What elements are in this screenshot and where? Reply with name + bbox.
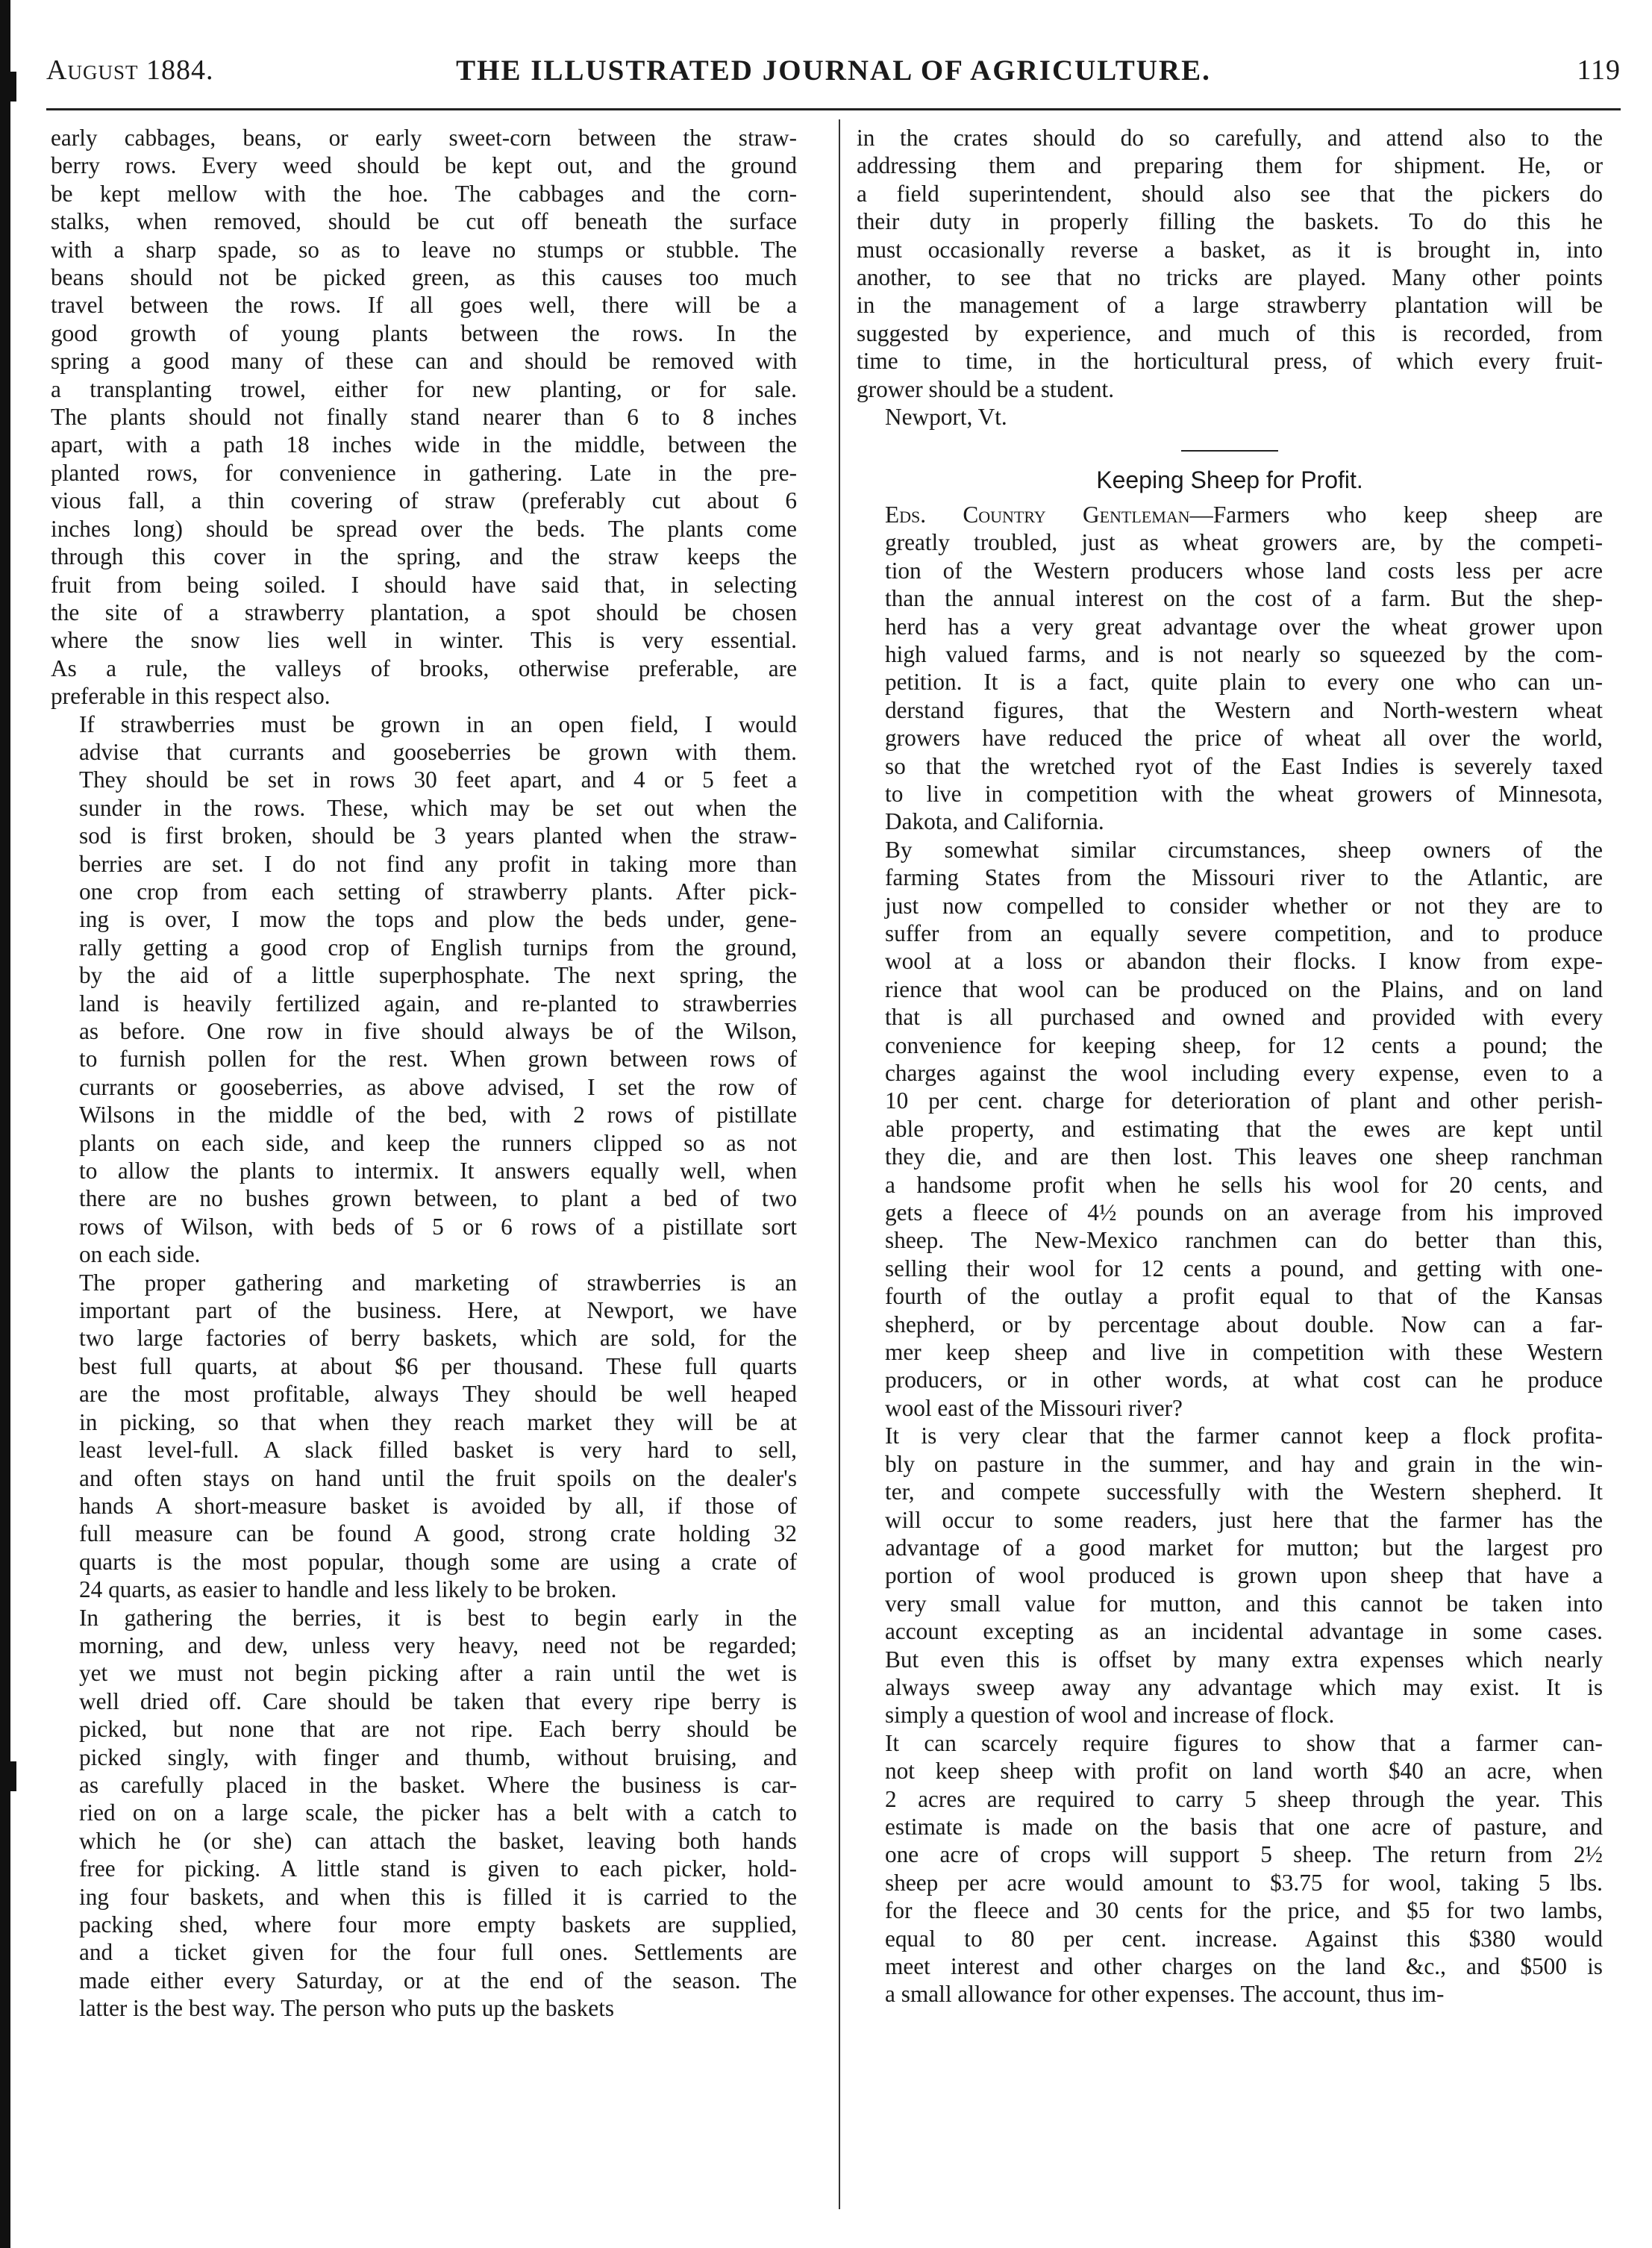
text-line: early cabbages, beans, or early sweet-corn between the straw-: [51, 125, 797, 151]
text-line: picked singly, with finger and thumb, without bruising, and: [79, 1743, 797, 1770]
text-line: herd has a very great advantage over the wheat grower upon: [885, 613, 1603, 640]
text-line: vious fall, a thin covering of straw (preferably cut about 6: [51, 487, 797, 514]
text-line: apart, with a path 18 inches wide in the middle, between the: [51, 431, 797, 458]
text-line: simply a question of wool and increase of flock.: [885, 1702, 1335, 1729]
text-line: made either every Saturday, or at the end of the season. The: [79, 1967, 797, 1993]
text-line: fourth of the outlay a profit equal to that of the Kansas: [885, 1283, 1603, 1310]
paragraph: [857, 124, 1603, 403]
text-line: preferable in this respect also.: [51, 683, 331, 710]
text-line: fruit from being soiled. I should have said that, in selecting: [51, 571, 797, 598]
text-line: mer keep sheep and live in competition with these Western: [885, 1339, 1603, 1366]
left-column: [51, 124, 797, 2023]
text-line: for the fleece and 30 cents for the price, and $5 for two lambs,: [885, 1897, 1603, 1924]
text-line: through this cover in the spring, and the straw keeps the: [51, 543, 797, 570]
text-line: producers, or in other words, at what cost can he produce: [885, 1367, 1603, 1393]
text-line: ing is over, I mow the tops and plow the beds under, gene-: [79, 906, 797, 933]
text-line: one crop from each setting of strawberry plants. After pick-: [79, 878, 797, 905]
text-line: on each side.: [79, 1241, 201, 1268]
text-line: are the most profitable, always They should be well heaped: [79, 1381, 797, 1408]
text-line: By somewhat similar circumstances, sheep owners of the: [885, 836, 1603, 863]
salutation: Eds. Country Gentleman: [885, 501, 1190, 528]
text-line: derstand figures, that the Western and North-western wheat: [885, 696, 1603, 723]
paragraph: [857, 1729, 1603, 2008]
text-line: high valued farms, and is not nearly so squeezed by the com-: [885, 640, 1603, 667]
paragraph: [857, 836, 1603, 1423]
text-line: there are no bushes grown between, to plant a bed of two: [79, 1185, 797, 1212]
text-line: that is all purchased and owned and provided with every: [885, 1004, 1603, 1031]
text-line: sheep per acre would amount to $3.75 for wool, taking 5 lbs.: [885, 1869, 1603, 1896]
text-line: portion of wool produced is grown upon sheep that have a: [885, 1562, 1603, 1589]
text-line: beans should not be picked green, as this causes too much: [51, 264, 797, 291]
text-line: sheep. The New-Mexico ranchmen can do better than this,: [885, 1227, 1603, 1254]
text-line: advantage of a good market for mutton; but the largest pro: [885, 1534, 1603, 1561]
binding-mark: [10, 1761, 16, 1791]
text-line: In gathering the berries, it is best to begin early in the: [79, 1604, 797, 1631]
text-line: 10 per cent. charge for deterioration of plant and other perish-: [885, 1087, 1603, 1114]
text-line: meet interest and other charges on the land &c., and $500 is: [885, 1953, 1603, 1979]
text-line: so that the wretched ryot of the East Indies is severely taxed: [885, 752, 1603, 779]
page-number: 119: [1577, 54, 1621, 86]
text-line: The plants should not finally stand nearer than 6 to 8 inches: [51, 404, 797, 431]
text-line: ing four baskets, and when this is filled it is carried to the: [79, 1883, 797, 1910]
text-line: yet we must not begin picking after a rain until the wet is: [79, 1660, 797, 1687]
text-line: convenience for keeping sheep, for 12 cents a pound; the: [885, 1031, 1603, 1058]
text-line: wool at a loss or abandon their flocks. I know from expe-: [885, 948, 1603, 975]
text-line: the site of a strawberry plantation, a spot should be chosen: [51, 599, 797, 625]
text-line: morning, and dew, unless very heavy, need not be regarded;: [79, 1632, 797, 1658]
text-line: able property, and estimating that the ewes are kept until: [885, 1115, 1603, 1142]
text-line: wool east of the Missouri river?: [885, 1394, 1183, 1421]
text-line: by the aid of a little superphosphate. The next spring, the: [79, 962, 797, 989]
text-line: where the snow lies well in winter. This is very essential.: [51, 627, 797, 654]
text-line: berry rows. Every weed should be kept out, and the ground: [51, 152, 797, 179]
text-line: to furnish pollen for the rest. When grown between rows of: [79, 1046, 797, 1073]
text-line: addressing them and preparing them for shipment. He, or: [857, 152, 1603, 179]
text-line: growers have reduced the price of wheat all over the world,: [885, 725, 1603, 752]
text-line: a small allowance for other expenses. The account, thus im-: [885, 1981, 1445, 2008]
text-line: important part of the business. Here, at Newport, we have: [79, 1297, 797, 1324]
paragraph-rest: [857, 528, 1603, 835]
text-line: just now compelled to consider whether or not they are to: [885, 892, 1603, 919]
text-line: Dakota, and California.: [885, 808, 1104, 835]
text-line: land is heavily fertilized again, and re-planted to strawberries: [79, 990, 797, 1017]
text-line: rally getting a good crop of English turnips from the ground,: [79, 934, 797, 961]
text-line: will occur to some readers, just here that the farmer has the: [885, 1506, 1603, 1533]
text-line: sod is first broken, should be 3 years planted when the straw-: [79, 822, 797, 849]
text-line: time to time, in the horticultural press, of which every fruit-: [857, 348, 1603, 375]
text-line: They should be set in rows 30 feet apart, and 4 or 5 feet a: [79, 766, 797, 793]
article-title: Keeping Sheep for Profit.: [1096, 466, 1363, 494]
text-line: a handsome profit when he sells his wool for 20 cents, and: [885, 1171, 1603, 1198]
text-line: The proper gathering and marketing of strawberries is an: [79, 1269, 797, 1296]
text-line: in the crates should do so carefully, and attend also to the: [857, 125, 1603, 151]
text-line: which he (or she) can attach the basket, leaving both hands: [79, 1827, 797, 1854]
text-line: plants on each side, and keep the runners clipped so as not: [79, 1129, 797, 1156]
text-line: not keep sheep with profit on land worth $40 an acre, when: [885, 1758, 1603, 1785]
text-line: farming States from the Missouri river to the Atlantic, are: [885, 864, 1603, 891]
page-binding-edge: [0, 0, 10, 2248]
text-line: they die, and are then lost. This leaves one sheep ranchman: [885, 1143, 1603, 1170]
text-line: selling their wool for 12 cents a pound, and getting with one-: [885, 1255, 1603, 1281]
text-line: estimate is made on the basis that one acre of pasture, and: [885, 1813, 1603, 1840]
paragraph: [857, 501, 1603, 836]
paragraph: [51, 124, 797, 711]
binding-mark: [10, 72, 16, 102]
text-line: in the management of a large strawberry plantation will be: [857, 292, 1603, 319]
text-line: account excepting as an incidental advantage in some cases.: [885, 1618, 1603, 1645]
text-line: always sweep away any advantage which may exist. It is: [885, 1673, 1603, 1700]
text-line: a transplanting trowel, either for new planting, or for sale.: [51, 375, 797, 402]
text-line: their duty in properly filling the baskets. To do this he: [857, 208, 1603, 235]
text-line: rience that wool can be produced on the Plains, and on land: [885, 975, 1603, 1002]
text-line: bly on pasture in the summer, and hay and grain in the win-: [885, 1450, 1603, 1477]
text-line: picked, but none that are not ripe. Each berry should be: [79, 1716, 797, 1743]
text-line-rest: —Farmers who keep sheep are: [1189, 501, 1603, 528]
text-line: to allow the plants to intermix. It answers equally well, when: [79, 1158, 797, 1184]
text-line: latter is the best way. The person who puts up the baskets: [79, 1995, 615, 2022]
paragraph: [857, 1422, 1603, 1729]
text-line: petition. It is a fact, quite plain to every one who can un-: [885, 669, 1603, 696]
text-line: spring a good many of these can and should be removed with: [51, 348, 797, 375]
text-line: ter, and compete successfully with the Western shepherd. It: [885, 1479, 1603, 1505]
text-line: as carefully placed in the basket. Where the business is car-: [79, 1771, 797, 1798]
paragraph: [51, 1269, 797, 1604]
text-line: free for picking. A little stand is given to each picker, hold-: [79, 1855, 797, 1882]
text-line: a field superintendent, should also see that the pickers do: [857, 180, 1603, 207]
text-line: equal to 80 per cent. increase. Against this $380 would: [885, 1925, 1603, 1952]
text-line: quarts is the most popular, though some are using a crate of: [79, 1548, 797, 1575]
text-line: charges against the wool including every expense, even to a: [885, 1060, 1603, 1086]
text-line: than the annual interest on the cost of a farm. But the shep-: [885, 585, 1603, 612]
text-line: Wilsons in the middle of the bed, with 2 rows of pistillate: [79, 1102, 797, 1128]
text-line: suffer from an equally severe competition, and to produce: [885, 920, 1603, 946]
text-line: one acre of crops will support 5 sheep. The return from 2½: [885, 1841, 1603, 1868]
paragraph: [51, 1604, 797, 2023]
running-header: [46, 48, 1621, 93]
text-line: full measure can be found A good, strong crate holding 32: [79, 1520, 797, 1547]
text-line: packing shed, where four more empty baskets are supplied,: [79, 1911, 797, 1938]
text-line: As a rule, the valleys of brooks, otherwise preferable, are: [51, 655, 797, 681]
text-line: If strawberries must be grown in an open field, I would: [79, 711, 797, 737]
text-line: It can scarcely require figures to show that a farmer can-: [885, 1729, 1603, 1756]
text-line: in picking, so that when they reach market they will be at: [79, 1408, 797, 1435]
text-line: be kept mellow with the hoe. The cabbages and the corn-: [51, 180, 797, 207]
text-line: suggested by experience, and much of this is recorded, from: [857, 319, 1603, 346]
text-line: greatly troubled, just as wheat growers are, by the competi-: [885, 529, 1603, 556]
text-line: ried on on a large scale, the picker has a belt with a catch to: [79, 1799, 797, 1826]
text-line: rows of Wilson, with beds of 5 or 6 rows of a pistillate sort: [79, 1213, 797, 1240]
text-line: It is very clear that the farmer cannot keep a flock profita-: [885, 1423, 1603, 1449]
header-date: August 1884.: [46, 54, 214, 86]
paragraph: [51, 711, 797, 1269]
text-line: to live in competition with the wheat growers of Minnesota,: [885, 780, 1603, 807]
text-line: stalks, when removed, should be cut off beneath the surface: [51, 208, 797, 235]
text-line: very small value for mutton, and this cannot be taken into: [885, 1590, 1603, 1617]
text-line: best full quarts, at about $6 per thousand. These full quarts: [79, 1352, 797, 1379]
text-line: sunder in the rows. These, which may be set out when the: [79, 794, 797, 821]
column-divider: [839, 119, 840, 2209]
header-journal-title: THE ILLUSTRATED JOURNAL OF AGRICULTURE.: [456, 54, 1211, 87]
signoff: Newport, Vt.: [885, 404, 1007, 431]
text-line: gets a fleece of 4½ pounds on an average from his improved: [885, 1199, 1603, 1226]
text-line: tion of the Western producers whose land costs less per acre: [885, 557, 1603, 584]
text-line: berries are set. I do not find any profit in taking more than: [79, 850, 797, 877]
header-rule: [46, 108, 1621, 110]
text-line: good growth of young plants between the rows. In the: [51, 319, 797, 346]
text-line: grower should be a student.: [857, 375, 1115, 402]
text-line: hands A short-measure basket is avoided by all, if those of: [79, 1492, 797, 1519]
text-line: inches long) should be spread over the beds. The plants come: [51, 515, 797, 542]
text-line: currants or gooseberries, as above advised, I set the row of: [79, 1073, 797, 1100]
text-line: 24 quarts, as easier to handle and less likely to be broken.: [79, 1576, 617, 1603]
section-divider: [1181, 450, 1278, 452]
right-column: [857, 124, 1603, 2008]
text-line: shepherd, or by percentage about double. Now can a far-: [885, 1311, 1603, 1337]
text-line: least level-full. A slack filled basket is very hard to sell,: [79, 1437, 797, 1464]
text-line: with a sharp spade, so as to leave no stumps or stubble. The: [51, 236, 797, 263]
text-line: must occasionally reverse a basket, as it is brought in, into: [857, 236, 1603, 263]
text-line: travel between the rows. If all goes well, there will be a: [51, 292, 797, 319]
text-line: But even this is offset by many extra expenses which nearly: [885, 1646, 1603, 1673]
text-line: [857, 501, 1603, 528]
text-line: and often stays on hand until the fruit spoils on the dealer's: [79, 1464, 797, 1491]
text-line: advise that currants and gooseberries be grown with them.: [79, 738, 797, 765]
text-line: and a ticket given for the four full ones. Settlements are: [79, 1939, 797, 1966]
text-line: another, to see that no tricks are played. Many other points: [857, 264, 1603, 291]
text-line: 2 acres are required to carry 5 sheep through the year. This: [885, 1785, 1603, 1812]
text-line: two large factories of berry baskets, which are sold, for the: [79, 1325, 797, 1352]
text-line: well dried off. Care should be taken that every ripe berry is: [79, 1687, 797, 1714]
text-line: as before. One row in five should always be of the Wilson,: [79, 1018, 797, 1044]
text-line: planted rows, for convenience in gathering. Late in the pre-: [51, 459, 797, 486]
